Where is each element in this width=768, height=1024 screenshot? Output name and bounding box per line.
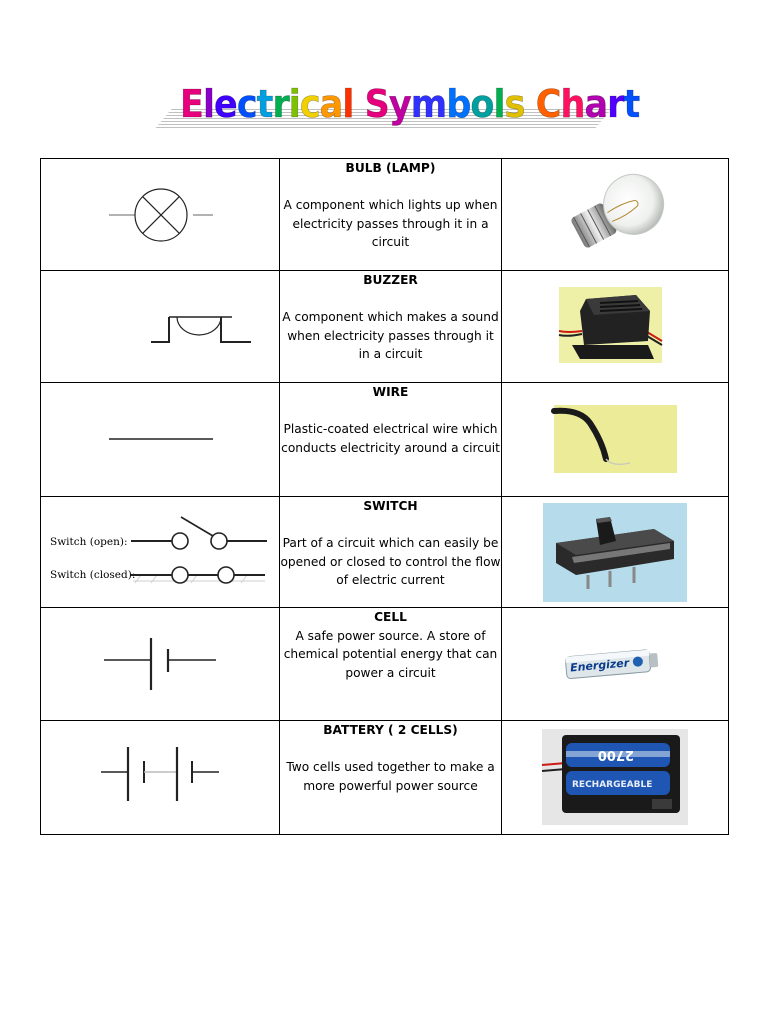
battery-symbol-icon [41,721,280,835]
table-row-buzzer [41,271,729,383]
title-letter: a [584,82,608,126]
title-letter: m [410,82,447,126]
battery-photo-icon [502,721,729,835]
title-letter: S [364,82,389,126]
title-letter: o [470,82,494,126]
component-description: A component which makes a sound when electricity passes through it in a circuit [282,310,499,362]
wire-photo-icon [502,383,729,497]
wire-symbol-cell [41,383,280,497]
switch-closed-label: Switch (closed): [50,569,136,581]
switch-open-label: Switch (open): [50,536,128,548]
buzzer-symbol-cell [41,271,280,383]
bulb-photo-icon [502,159,729,271]
title-letter: c [236,82,257,126]
component-name: BULB (LAMP) [345,161,436,175]
title-letter: h [560,82,585,126]
table-row-switch [41,497,729,608]
component-description: Plastic-coated electrical wire which conducts electricity around a circuit [281,422,500,455]
title-letter: l [342,82,354,126]
buzzer-photo-icon [502,271,729,383]
title-letter: e [214,82,237,126]
bulb-photo-cell [502,159,729,271]
switch-photo-cell [502,497,729,608]
bulb-symbol-icon [41,159,280,271]
table-row-bulb [41,159,729,271]
component-description: Two cells used together to make a more powerful power source [286,760,495,793]
title-letter: E [180,82,203,126]
title-letter: c [299,82,320,126]
title-letter: t [623,82,640,126]
battery-number-text: 2700 [597,747,634,762]
switch-symbol-cell [41,497,280,608]
title-letter: a [319,82,343,126]
battery-description-cell [280,721,502,835]
title-letter: t [256,82,273,126]
page-title [180,82,639,126]
title-letter: b [446,82,471,126]
component-name: BATTERY ( 2 CELLS) [323,723,458,737]
switch-description-cell [280,497,502,608]
table-row-battery [41,721,729,835]
table-row-wire [41,383,729,497]
symbols-table [40,158,729,835]
title-letter: l [493,82,505,126]
title-letter: r [607,82,624,126]
cell-photo-icon [502,608,729,721]
title-letter: l [202,82,215,126]
battery-symbol-cell [41,721,280,835]
buzzer-symbol-icon [41,271,280,383]
cell-description-cell [280,608,502,721]
component-description: A component which lights up when electricity passes through it in a circuit [283,198,498,250]
component-name: BUZZER [363,273,418,287]
battery-photo-cell [502,721,729,835]
title-letter [524,82,535,126]
switch-symbol-icon [41,497,280,608]
switch-photo-icon [502,497,729,608]
component-name: WIRE [372,385,409,399]
cell-brand-text: Energizer [569,656,630,675]
title-letter: i [288,82,300,126]
wire-description-cell [280,383,502,497]
buzzer-photo-cell [502,271,729,383]
wire-photo-cell [502,383,729,497]
title-letter: C [535,82,561,126]
title-letter: r [272,82,289,126]
wire-symbol-icon [41,383,280,497]
title-letter: s [504,82,525,126]
cell-photo-cell [502,608,729,721]
component-description: A safe power source. A store of chemical potential energy that can power a circuit [283,628,498,680]
component-name: SWITCH [363,499,418,513]
bulb-description-cell [280,159,502,271]
title-letter: y [388,82,411,126]
component-description: Part of a circuit which can easily be opened or closed to control the flow of electric current [280,536,501,588]
component-name: CELL [374,610,407,624]
title-banner [150,78,640,138]
battery-label-text: RECHARGEABLE [572,780,653,790]
bulb-symbol-cell [41,159,280,271]
buzzer-description-cell [280,271,502,383]
cell-symbol-cell [41,608,280,721]
table-row-cell [41,608,729,721]
cell-symbol-icon [41,608,280,721]
title-letter [353,82,364,126]
